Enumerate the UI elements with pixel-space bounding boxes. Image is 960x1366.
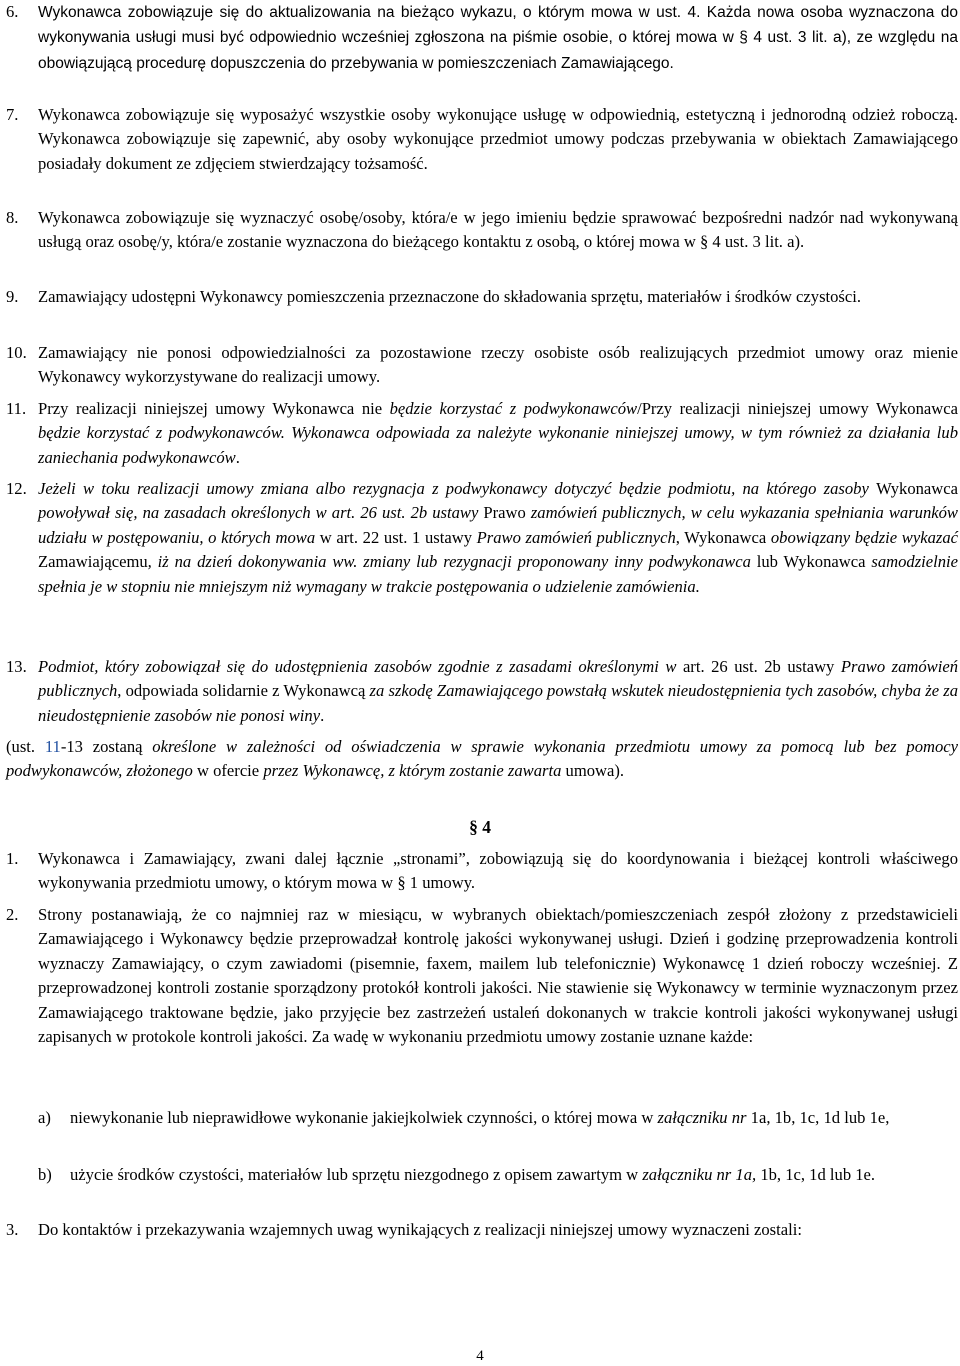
item-number: 1. bbox=[6, 849, 19, 868]
text-run: będzie korzystać z podwykonawców. Wykonawca odpowiada za należyte wykonanie niniejszej umowy, w tym również za działania lub zaniechania podwykonawców bbox=[38, 423, 958, 467]
text-run: . bbox=[235, 447, 240, 467]
text-run: Prawo bbox=[483, 503, 531, 523]
section4-paragraph-3 bbox=[6, 1218, 958, 1242]
subitem-text bbox=[70, 1106, 958, 1130]
text-run: § 4 ust. 3 lit. a), ze względu na obowiązującą procedurę dopuszczenia do przebywania w pomieszczeniach Zamawiającego. bbox=[38, 29, 958, 72]
item-text bbox=[38, 397, 958, 470]
text-run: Wykonawca bbox=[876, 479, 958, 498]
text-run: Strony postanawiają, że co najmniej raz w miesiącu, w wybranych obiektach/pomieszczeniach zespół złożony z przedstawicieli Zamawiającego i Wykonawcy będzie przeprowadzał kontrolę jakości wykonywanej usługi. Dzień i godzinę przeprowadzenia kontroli wyznaczy Zamawiający, o czym zawiadomi (pisemnie, faxem, mailem lub telefonicznie) Wykonawcę 1 dzień roboczy wcześniej. Z przeprowadzonej kontroli zostanie sporządzony protokół kontroli jakości. Nie stawienie się Wykonawcy w terminie wyznaczonym przez Zamawiającego traktowane będzie, jako przyjęcie bez zastrzeżeń ustaleń dokonanych w trakcie kontroli jakości wykonywanej usługi zapisanych w protokole kontroli jakości. Za wadę w wykonaniu przedmiotu umowy zostanie uznane każde: bbox=[38, 905, 958, 1047]
text-run: użycie środków czystości, materiałów lub sprzętu niezgodnego z opisem zawartym w bbox=[70, 1165, 643, 1184]
paragraph-13 bbox=[6, 655, 958, 728]
text-run: art. 26 ust. 2b ustawy bbox=[682, 657, 841, 676]
text-run: będzie korzystać z podwykonawców bbox=[389, 399, 638, 418]
text-run: umowa). bbox=[565, 761, 625, 781]
item-text bbox=[38, 903, 958, 1049]
subitem-b bbox=[38, 1163, 958, 1187]
text-run: Jeżeli w toku realizacji umowy zmiana albo rezygnacja z podwykonawcy dotyczyć będzie podmiotu, na którego zasoby bbox=[38, 479, 877, 498]
text-run: Zamawiający nie ponosi odpowiedzialności za pozostawione rzeczy osobiste osób realizujących przedmiot umowy oraz mienie Wykonawcy wykorzystywane do realizacji umowy. bbox=[38, 343, 958, 387]
section4-paragraph-2 bbox=[6, 903, 958, 1049]
item-number: 10. bbox=[6, 343, 27, 362]
subitem-text bbox=[70, 1163, 958, 1187]
text-run: Wykonawca i Zamawiający, zwani dalej łącznie „stronami”, zobowiązują się do koordynowania i bieżącej kontroli właściwego wykonywania przedmiotu umowy, o którym mowa w § 1 umowy. bbox=[38, 849, 958, 893]
subitem-letter: a) bbox=[38, 1108, 51, 1127]
subitem-a bbox=[38, 1106, 958, 1130]
paragraph-11 bbox=[6, 397, 958, 470]
text-run: Przy realizacji niniejszej umowy Wykonawca nie bbox=[38, 399, 390, 418]
paragraph-12 bbox=[6, 477, 958, 599]
text-run: Do kontaktów i przekazywania wzajemnych uwag wynikających z realizacji niniejszej umowy wyznaczeni zostali: bbox=[38, 1220, 802, 1239]
text-run: Wykonawca zobowiązuje się wyposażyć wszystkie osoby wykonujące usługę w odpowiednią, estetyczną i jednorodną odzież roboczą. Wykonawca zobowiązuje się zapewnić, aby osoby wykonujące przedmiot umowy podczas przebywania w obiektach Zamawiającego posiadały dokument ze zdjęciem stwierdzający tożsamość. bbox=[38, 105, 958, 173]
text-run: samodzielnie spełnia je w stopniu nie mniejszym niż wymagany w trakcie postępowania o udzielenie zamówienia. bbox=[38, 552, 959, 596]
text-run: za szkodę Zamawiającego powstałą wskutek nieudostępnienia tych zasobów, chyba że za nieudostępnienie zasobów nie ponosi winy bbox=[38, 681, 958, 725]
text-run: Prawo zamówień publicznych bbox=[476, 527, 676, 547]
paragraph-10 bbox=[6, 341, 958, 390]
page-number: 4 bbox=[476, 1348, 484, 1364]
paragraph-7 bbox=[6, 103, 958, 176]
item-text bbox=[38, 847, 958, 896]
item-number: 9. bbox=[6, 287, 19, 306]
text-run: Wykonawca zobowiązuje się wyznaczyć osobę/osoby, która/e w jego imieniu będzie sprawować bezpośredni nadzór nad wykonywaną usługą oraz osobę/y, która/e zostanie wyznaczona do bieżącego kontaktu z osobą, o której mowa w § 4 ust. 3 lit. a). bbox=[38, 208, 958, 252]
text-run: /Przy realizacji niniejszej umowy Wykonawca bbox=[637, 399, 958, 418]
item-text bbox=[38, 341, 958, 390]
item-text bbox=[38, 103, 958, 176]
text-run: w art. 22 ust. 1 ustawy bbox=[319, 527, 477, 547]
item-text bbox=[38, 477, 958, 599]
item-text bbox=[38, 285, 958, 309]
text-run: określone w zależności od oświadczenia w sprawie wykonania przedmiotu umowy za pomocą lub bez pomocy podwykonawców, złożonego bbox=[6, 737, 958, 781]
item-text bbox=[38, 1218, 958, 1242]
text-run: zamówień publicznych, w celu wykazania spełniania warunków udziału w postępowaniu, o których mowa bbox=[38, 503, 958, 547]
section-heading: § 4 bbox=[469, 817, 491, 837]
text-run: lub Wykonawca bbox=[756, 552, 872, 572]
text-run: 1b, 1c, 1d lub 1e. bbox=[756, 1165, 876, 1184]
text-run: obowiązany będzie wykazać bbox=[770, 527, 958, 547]
text-run: załączniku nr bbox=[657, 1108, 747, 1127]
text-run: załączniku nr 1a, bbox=[642, 1165, 757, 1184]
item-number: 13. bbox=[6, 657, 27, 676]
item-number: 6. bbox=[6, 2, 19, 21]
subitem-letter: b) bbox=[38, 1165, 52, 1184]
text-run: , odpowiada solidarnie z Wykonawcą bbox=[117, 681, 370, 701]
item-text bbox=[38, 206, 958, 255]
text-run: Zamawiającemu bbox=[38, 552, 148, 572]
text-run: (ust. bbox=[6, 737, 45, 756]
item-number: 7. bbox=[6, 105, 19, 124]
text-run: w ofercie bbox=[196, 761, 264, 781]
text-run: Zamawiający udostępni Wykonawcy pomieszczenia przeznaczone do składowania sprzętu, materiałów i środków czystości. bbox=[38, 287, 862, 306]
text-run: powoływał się, na zasadach określonych w art. 26 ust. 2b ustawy bbox=[38, 503, 484, 523]
item-number: 8. bbox=[6, 208, 19, 227]
item-number: 12. bbox=[6, 479, 27, 498]
item-number: 3. bbox=[6, 1220, 19, 1239]
paragraph-8 bbox=[6, 206, 958, 255]
text-run: 1a, 1b, 1c, 1d lub 1e, bbox=[746, 1108, 890, 1127]
paragraph-9 bbox=[6, 285, 958, 309]
parenthetical-note bbox=[6, 735, 958, 784]
section4-paragraph-1 bbox=[6, 847, 958, 896]
text-run: Podmiot, który zobowiązał się do udostępnienia zasobów zgodnie z zasadami określonymi w bbox=[38, 657, 683, 676]
item-text bbox=[38, 655, 958, 728]
text-run: . bbox=[320, 705, 325, 725]
text-run: przez Wykonawcę, z którym zostanie zawarta bbox=[263, 761, 566, 781]
text-run: , Wykonawca bbox=[675, 527, 771, 547]
item-text bbox=[38, 0, 958, 76]
item-number: 2. bbox=[6, 905, 19, 924]
item-number: 11. bbox=[6, 399, 27, 418]
text-run: Wykonawca zobowiązuje się do aktualizowania na bieżąco wykazu, o którym mowa w ust. 4. Każda nowa osoba wyznaczona do wykonywania usługi musi być odpowiednio wcześniej zgłoszona na piśmie osobie, o której mowa w bbox=[38, 4, 958, 47]
text-run: 11 bbox=[44, 737, 61, 756]
text-run: -13 zostaną bbox=[60, 737, 153, 756]
paragraph-6 bbox=[6, 0, 958, 76]
text-run: Prawo zamówień publicznych bbox=[38, 657, 959, 701]
text-run: niewykonanie lub nieprawidłowe wykonanie jakiejkolwiek czynności, o której mowa w bbox=[70, 1108, 658, 1127]
text-run: , iż na dzień dokonywania ww. zmiany lub rezygnacji proponowany inny podwykonawca bbox=[147, 552, 757, 572]
